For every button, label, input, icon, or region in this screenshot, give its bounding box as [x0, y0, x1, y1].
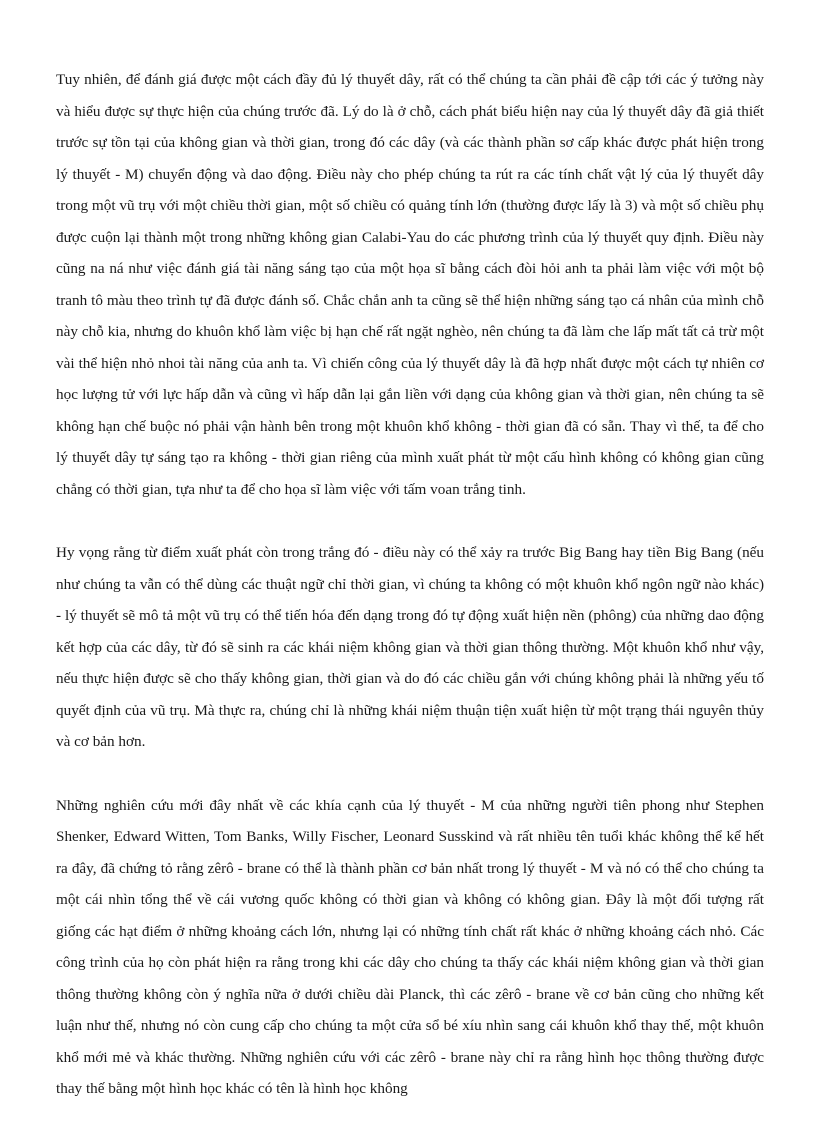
document-page — [56, 64, 764, 1105]
paragraph-2: Hy vọng rằng từ điểm xuất phát còn trong trắng đó - điều này có thể xảy ra trước Big Bang hay tiền Big Bang (nếu như chúng ta vẫn có thể dùng các thuật ngữ chỉ thời gian, vì chúng ta không có một khuôn khổ ngôn ngữ nào khác) - lý thuyết sẽ mô tả một vũ trụ có thể tiến hóa đến dạng trong đó tự động xuất hiện nền (phông) của những dao động kết hợp của các dây, từ đó sẽ sinh ra các khái niệm không gian và thời gian thông thường. Một khuôn khổ như vậy, nếu thực hiện được sẽ cho thấy không gian, thời gian và do đó các chiều gắn với chúng không phải là những yếu tố quyết định của vũ trụ. Mà thực ra, chúng chỉ là những khái niệm thuận tiện xuất hiện từ một trạng thái nguyên thủy và cơ bản hơn. — [56, 544, 764, 750]
paragraph-1: Tuy nhiên, để đánh giá được một cách đầy đủ lý thuyết dây, rất có thể chúng ta cần phải đề cập tới các ý tưởng này và hiểu được sự thực hiện của chúng trước đã. Lý do là ở chỗ, cách phát biểu hiện nay của lý thuyết dây đã giả thiết trước sự tồn tại của không gian và thời gian, trong đó các dây (và các thành phần sơ cấp khác được phát hiện trong lý thuyết - M) chuyển động và dao động. Điều này cho phép chúng ta rút ra các tính chất vật lý của lý thuyết dây trong một vũ trụ với một chiều thời gian, một số chiều có quảng tính lớn (thường được lấy là 3) và một số chiều phụ được cuộn lại thành một trong những không gian Calabi-Yau do các phương trình của lý thuyết quy định. Điều này cũng na ná như việc đánh giá tài năng sáng tạo của một họa sĩ bằng cách đòi hỏi anh ta phải làm việc với một bộ tranh tô màu theo trình tự đã được đánh số. Chắc chắn anh ta cũng sẽ thể hiện những sáng tạo cá nhân của mình chỗ này chỗ kia, nhưng do khuôn khổ làm việc bị hạn chế rất ngặt nghèo, nên chúng ta đã làm che lấp mất tất cả trừ một vài thể hiện nhỏ nhoi tài năng của anh ta. Vì chiến công của lý thuyết dây là đã hợp nhất được một cách tự nhiên cơ học lượng tử với lực hấp dẫn và cũng vì hấp dẫn lại gắn liền với dạng của không gian và thời gian, nên chúng ta sẽ không hạn chế buộc nó phải vận hành bên trong một khuôn khổ không - thời gian đã có sẵn. Thay vì thế, ta để cho lý thuyết dây tự sáng tạo ra không - thời gian riêng của mình xuất phát từ một cấu hình không có không gian cũng chẳng có thời gian, tựa như ta để cho họa sĩ làm việc với tấm voan trắng tinh. — [56, 71, 764, 498]
paragraph-3: Những nghiên cứu mới đây nhất về các khía cạnh của lý thuyết - M của những người tiên phong như Stephen Shenker, Edward Witten, Tom Banks, Willy Fischer, Leonard Susskind và rất nhiều tên tuổi khác không thể kể hết ra đây, đã chứng tỏ rằng zêrô - brane có thể là thành phần cơ bản nhất trong lý thuyết - M và nó có thể cho chúng ta một cái nhìn tổng thể về cái vương quốc không có thời gian và không có không gian. Đây là một đối tượng rất giống các hạt điểm ở những khoảng cách lớn, nhưng lại có những tính chất rất khác ở những khoảng cách nhỏ. Các công trình của họ còn phát hiện ra rằng trong khi các dây cho chúng ta thấy các khái niệm không gian và thời gian thông thường không còn ý nghĩa nữa ở dưới chiều dài Planck, thì các zêrô - brane về cơ bản cũng cho những kết luận như thế, nhưng nó còn cung cấp cho chúng ta một cửa sổ bé xíu nhìn sang cái khuôn khổ thay thế, một khuôn khổ mới mẻ và khác thường. Những nghiên cứu với các zêrô - brane này chỉ ra rằng hình học thông thường được thay thế bằng một hình học khác có tên là hình học không — [56, 796, 764, 1097]
